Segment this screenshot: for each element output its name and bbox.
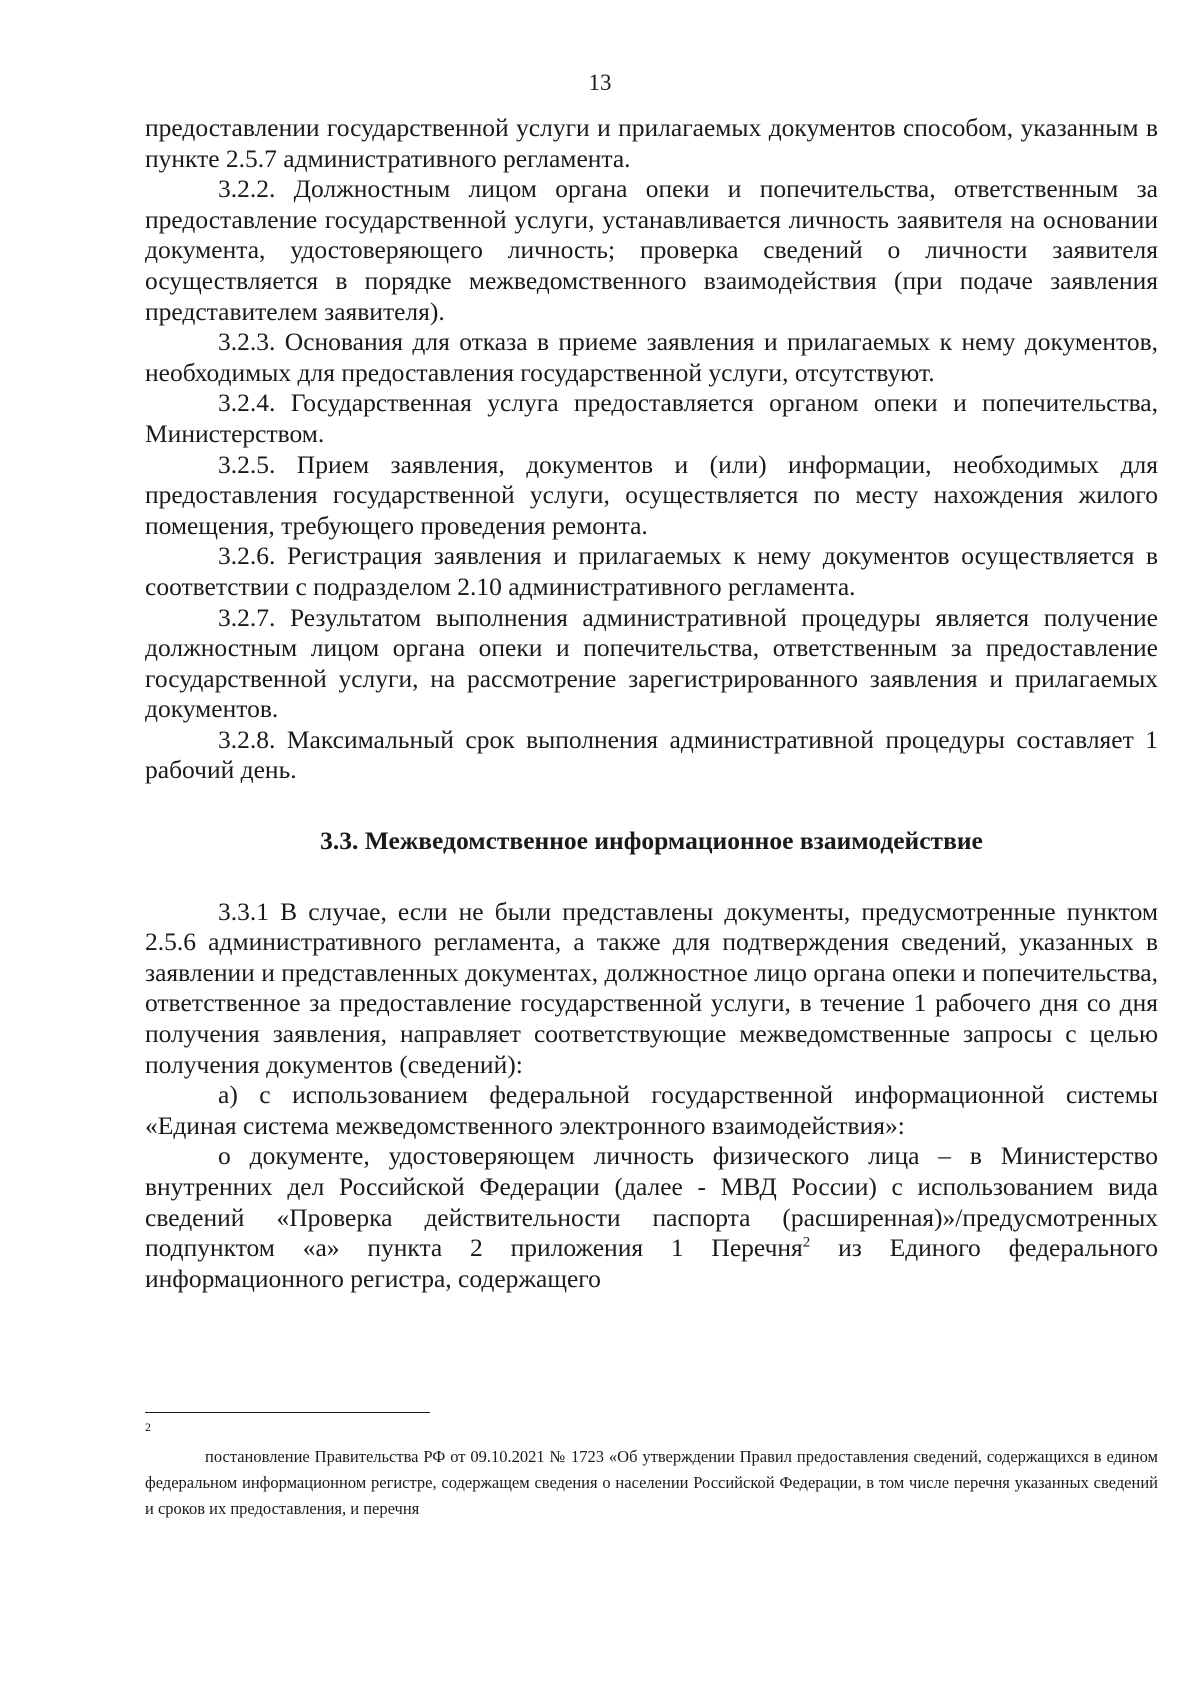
paragraph: 3.2.7. Результатом выполнения административной процедуры является получение должностным лицом органа опеки и попечительства, ответственным за предоставление государственной услуги, на рассмотрение зарегистрированного заявления и прилагаемых документов. [145,602,1158,724]
paragraph: 3.2.5. Прием заявления, документов и (или) информации, необходимых для предоставления государственной услуги, осуществляется по месту нахождения жилого помещения, требующего проведения ремонта. [145,449,1158,540]
footnote-mark: 2 [145,1420,151,1434]
paragraph-with-footnote-ref [145,1141,1158,1294]
page-number: 13 [588,70,612,95]
paragraph: 3.2.4. Государственная услуга предоставляется органом опеки и попечительства, Министерством. [145,388,1158,448]
paragraph-text: о документе, удостоверяющем личность физического лица – в Министерство внутренних дел Российской Федерации (далее - МВД России) с использованием вида сведений «Проверка действительности паспорта (расширенная)»/предусмотренных подпунктом «а» пункта 2 приложения 1 Перечня [145,1141,1158,1263]
footnote-text: постановление Правительства РФ от 09.10.2021 № 1723 «Об утверждении Правил предоставления сведений, содержащихся в едином федеральном информационном регистре, содержащем сведения о населении Российской Федерации, в том числе перечня указанных сведений и сроков их предоставления, и перечня [145,1447,1158,1518]
paragraph: а) с использованием федеральной государственной информационной системы «Единая система межведомственного электронного взаимодействия»: [145,1080,1158,1140]
paragraph: 3.2.3. Основания для отказа в приеме заявления и прилагаемых к нему документов, необходимых для предоставления государственной услуги, отсутствуют. [145,327,1158,387]
footnote-reference: 2 [802,1234,811,1251]
footnote [145,1418,1158,1522]
paragraph-text-continued: из Единого федерального информационного регистра, содержащего [145,1233,1158,1293]
paragraph: предоставлении государственной услуги и прилагаемых документов способом, указанным в пункте 2.5.7 административного регламента. [145,113,1158,173]
paragraphs-before [145,113,1158,786]
paragraphs-after [145,897,1158,1142]
main-text [145,113,1158,1294]
paragraph: 3.2.2. Должностным лицом органа опеки и попечительства, ответственным за предоставление государственной услуги, устанавливается личность заявителя на основании документа, удостоверяющего личность; проверка сведений о личности заявителя осуществляется в порядке межведомственного взаимодействия (при подаче заявления представителем заявителя). [145,174,1158,326]
paragraph: 3.2.8. Максимальный срок выполнения административной процедуры составляет 1 рабочий день. [145,724,1158,785]
paragraph: 3.3.1 В случае, если не были представлены документы, предусмотренные пунктом 2.5.6 административного регламента, а также для подтверждения сведений, указанных в заявлении и представленных документах, должностное лицо органа опеки и попечительства, ответственное за предоставление государственной услуги, в течение 1 рабочего дня со дня получения заявления, направляет соответствующие межведомственные запросы с целью получения документов (сведений): [145,896,1158,1079]
section-heading: 3.3. Межведомственное информационное взаимодействие [320,826,983,856]
paragraph: 3.2.6. Регистрация заявления и прилагаемых к нему документов осуществляется в соответствии с подразделом 2.10 административного регламента. [145,541,1158,601]
footnote-separator [145,1412,430,1413]
